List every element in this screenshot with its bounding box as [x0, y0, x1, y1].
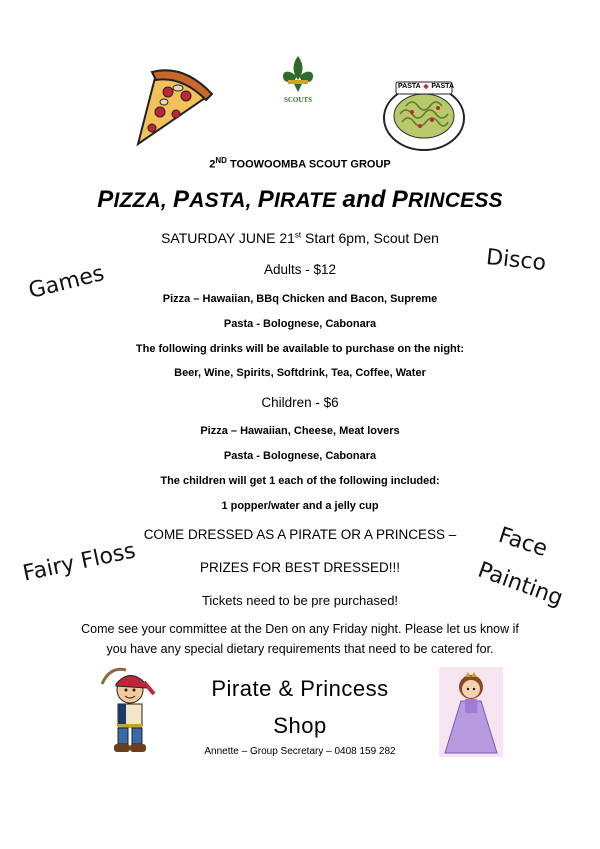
- children-pizza: Pizza – Hawaiian, Cheese, Meat lovers: [200, 425, 400, 437]
- group-name: 2ND TOOWOOMBA SCOUT GROUP: [209, 156, 391, 171]
- pasta-bowl-labels: [398, 83, 454, 91]
- shop-line-1: Pirate & Princess: [211, 676, 389, 701]
- tickets-note: Tickets need to be pre purchased!: [201, 593, 399, 608]
- face-word: Face: [495, 522, 551, 563]
- event-title: PIZZA, PASTA, PIRATE and PRINCESS: [97, 186, 503, 213]
- adults-drinks: Beer, Wine, Spirits, Softdrink, Tea, Coffee, Water: [174, 367, 426, 379]
- painting-word: Painting: [474, 557, 567, 612]
- pasta-bowl-label-2: PASTA: [431, 83, 454, 90]
- pizza-slice-icon: [128, 66, 213, 148]
- scouts-logo-text: SCOUTS: [283, 96, 312, 104]
- adults-pasta: Pasta - Bolognese, Cabonara: [223, 318, 377, 330]
- adults-heading: Adults - $12: [263, 262, 337, 277]
- bow-icon: ❖: [422, 84, 430, 91]
- dress-line-1: COME DRESSED AS A PIRATE OR A PRINCESS –: [143, 527, 457, 542]
- games-word: Games: [26, 261, 107, 304]
- committee-line-2: you have any special dietary requirements that need to be catered for.: [106, 642, 494, 656]
- committee-line-1: Come see your committee at the Den on any Friday night. Please let us know if: [81, 622, 519, 636]
- adults-drinks-note: The following drinks will be available to purchase on the night:: [135, 343, 465, 355]
- adults-pizza: Pizza – Hawaiian, BBq Chicken and Bacon, Supreme: [162, 293, 438, 305]
- disco-word: Disco: [484, 244, 548, 277]
- children-heading: Children - $6: [261, 395, 339, 410]
- children-pasta: Pasta - Bolognese, Cabonara: [223, 450, 377, 462]
- dress-line-2: PRIZES FOR BEST DRESSED!!!: [199, 560, 401, 575]
- contact-line: Annette – Group Secretary – 0408 159 282: [204, 746, 396, 757]
- children-included-note: The children will get 1 each of the following included:: [160, 475, 440, 487]
- pirate-icon: [96, 660, 162, 758]
- pasta-bowl-label-1: PASTA: [398, 83, 421, 90]
- event-date: SATURDAY JUNE 21st Start 6pm, Scout Den: [161, 230, 439, 246]
- fairy-floss-word: Fairy Floss: [20, 538, 138, 587]
- shop-line-2: Shop: [273, 713, 327, 738]
- princess-icon: [439, 667, 503, 757]
- children-included: 1 popper/water and a jelly cup: [221, 500, 379, 512]
